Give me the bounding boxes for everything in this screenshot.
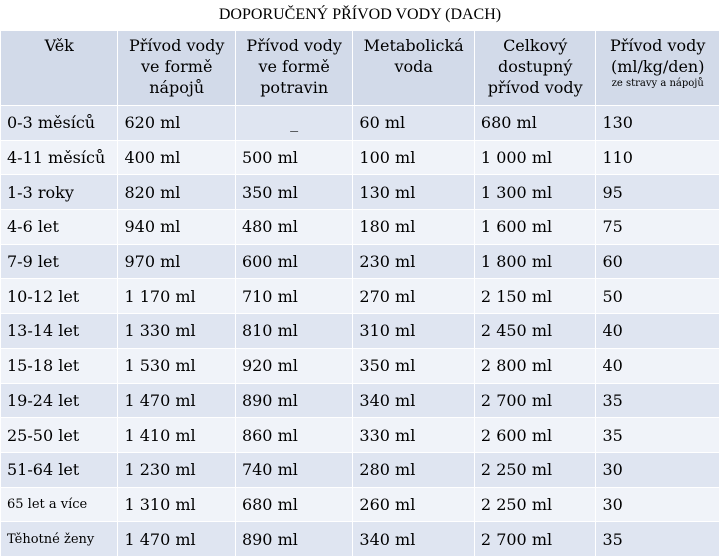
- table-cell: 940 ml: [118, 210, 235, 245]
- table-cell: 680 ml: [235, 487, 352, 522]
- table-cell: 30: [596, 452, 720, 487]
- table-cell: _: [235, 106, 352, 141]
- table-cell: 810 ml: [235, 314, 352, 349]
- table-cell: 1 530 ml: [118, 348, 235, 383]
- table-cell: 35: [596, 418, 720, 453]
- header-metabolic: [353, 31, 475, 106]
- table-cell: 2 250 ml: [474, 487, 596, 522]
- table-cell: 60: [596, 244, 720, 279]
- table-cell: 2 150 ml: [474, 279, 596, 314]
- table-cell: 400 ml: [118, 140, 235, 175]
- age-cell: 65 let a více: [1, 487, 118, 522]
- table-cell: 1 470 ml: [118, 383, 235, 418]
- table-row: [1, 140, 720, 175]
- header-food: [235, 31, 352, 106]
- age-cell: 51-64 let: [1, 452, 118, 487]
- header-subtitle: ze stravy a nápojů: [611, 78, 704, 89]
- age-cell: 10-12 let: [1, 279, 118, 314]
- header-line: dostupný: [497, 57, 573, 76]
- age-cell: Těhotné ženy: [1, 522, 118, 557]
- table-cell: 340 ml: [353, 522, 475, 557]
- table-cell: 710 ml: [235, 279, 352, 314]
- table-cell: 1 300 ml: [474, 175, 596, 210]
- age-cell: 7-9 let: [1, 244, 118, 279]
- table-row: [1, 383, 720, 418]
- table-cell: 500 ml: [235, 140, 352, 175]
- table-cell: 600 ml: [235, 244, 352, 279]
- table-cell: 350 ml: [353, 348, 475, 383]
- table-row: [1, 487, 720, 522]
- table-cell: 970 ml: [118, 244, 235, 279]
- table-cell: 1 800 ml: [474, 244, 596, 279]
- header-line: Přívod vody: [246, 36, 342, 55]
- table-row: [1, 244, 720, 279]
- table-cell: 480 ml: [235, 210, 352, 245]
- age-cell: 4-11 měsíců: [1, 140, 118, 175]
- table-cell: 75: [596, 210, 720, 245]
- table-cell: 2 800 ml: [474, 348, 596, 383]
- table-cell: 95: [596, 175, 720, 210]
- table-cell: 270 ml: [353, 279, 475, 314]
- header-total: [474, 31, 596, 106]
- table-cell: 35: [596, 522, 720, 557]
- table-cell: 1 230 ml: [118, 452, 235, 487]
- table-row: [1, 314, 720, 349]
- table-cell: 100 ml: [353, 140, 475, 175]
- table-cell: 310 ml: [353, 314, 475, 349]
- header-per-kg: [596, 31, 720, 106]
- table-cell: 860 ml: [235, 418, 352, 453]
- table-cell: 2 700 ml: [474, 522, 596, 557]
- header-line: Přívod vody: [609, 36, 706, 55]
- table-row: [1, 348, 720, 383]
- table-cell: 60 ml: [353, 106, 475, 141]
- table-cell: 890 ml: [235, 522, 352, 557]
- header-line: ve formě: [258, 57, 330, 76]
- header-line: voda: [394, 57, 433, 76]
- header-line: přívod vody: [487, 78, 583, 97]
- table-cell: 130 ml: [353, 175, 475, 210]
- table-cell: 920 ml: [235, 348, 352, 383]
- table-cell: 2 250 ml: [474, 452, 596, 487]
- header-line: Přívod vody: [128, 36, 225, 55]
- table-row: [1, 175, 720, 210]
- table-cell: 890 ml: [235, 383, 352, 418]
- table-row: [1, 418, 720, 453]
- table-cell: 30: [596, 487, 720, 522]
- header-line: nápojů: [149, 78, 205, 97]
- age-cell: 1-3 roky: [1, 175, 118, 210]
- header-line: ve formě: [140, 57, 213, 76]
- table-cell: 1 310 ml: [118, 487, 235, 522]
- table-row: [1, 210, 720, 245]
- table-cell: 40: [596, 348, 720, 383]
- table-cell: 50: [596, 279, 720, 314]
- age-cell: 0-3 měsíců: [1, 106, 118, 141]
- table-row: [1, 106, 720, 141]
- table-cell: 35: [596, 383, 720, 418]
- header-line: (ml/kg/den): [610, 57, 705, 76]
- age-cell: 13-14 let: [1, 314, 118, 349]
- age-cell: 25-50 let: [1, 418, 118, 453]
- table-cell: 1 000 ml: [474, 140, 596, 175]
- header-line: Celkový: [503, 36, 568, 55]
- table-row: [1, 452, 720, 487]
- age-cell: 19-24 let: [1, 383, 118, 418]
- table-cell: 1 330 ml: [118, 314, 235, 349]
- table-cell: 230 ml: [353, 244, 475, 279]
- table-row: [1, 279, 720, 314]
- table-cell: 740 ml: [235, 452, 352, 487]
- age-cell: 15-18 let: [1, 348, 118, 383]
- table-cell: 1 170 ml: [118, 279, 235, 314]
- header-line: potravin: [260, 78, 329, 97]
- table-cell: 130: [596, 106, 720, 141]
- table-cell: 180 ml: [353, 210, 475, 245]
- table-cell: 680 ml: [474, 106, 596, 141]
- page-title: DOPORUČENÝ PŘÍVOD VODY (DACH): [0, 0, 720, 30]
- table-cell: 620 ml: [118, 106, 235, 141]
- table-cell: 340 ml: [353, 383, 475, 418]
- header-age: [1, 31, 118, 106]
- table-cell: 820 ml: [118, 175, 235, 210]
- header-line: Metabolická: [363, 36, 464, 55]
- header-line: Věk: [44, 36, 74, 55]
- table-row: [1, 522, 720, 557]
- table-cell: 2 700 ml: [474, 383, 596, 418]
- table-cell: 280 ml: [353, 452, 475, 487]
- table-cell: 1 600 ml: [474, 210, 596, 245]
- table-cell: 2 450 ml: [474, 314, 596, 349]
- table-body: [1, 106, 720, 557]
- table-cell: 330 ml: [353, 418, 475, 453]
- age-cell: 4-6 let: [1, 210, 118, 245]
- table-header: [1, 31, 720, 106]
- table-cell: 350 ml: [235, 175, 352, 210]
- table-cell: 1 410 ml: [118, 418, 235, 453]
- table-cell: 40: [596, 314, 720, 349]
- header-row: [1, 31, 720, 106]
- table-cell: 260 ml: [353, 487, 475, 522]
- table-cell: 2 600 ml: [474, 418, 596, 453]
- table-cell: 1 470 ml: [118, 522, 235, 557]
- header-drinks: [118, 31, 235, 106]
- water-intake-table: [0, 30, 720, 557]
- table-cell: 110: [596, 140, 720, 175]
